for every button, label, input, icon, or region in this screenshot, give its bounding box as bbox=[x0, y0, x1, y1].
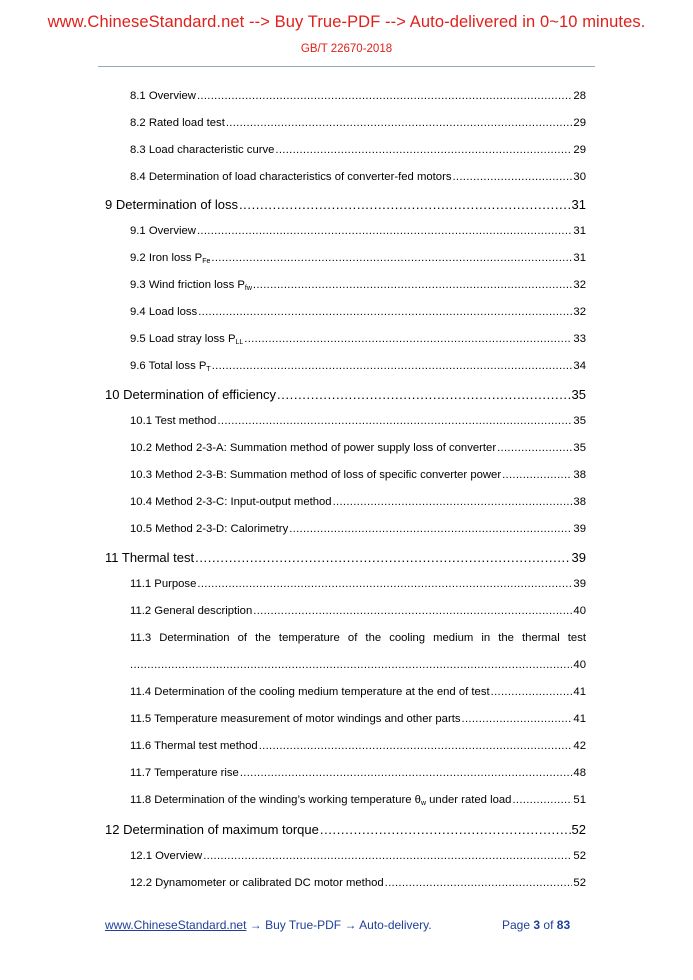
footer-url-link[interactable]: www.ChineseStandard.net bbox=[105, 918, 247, 932]
toc-entry-page: 30 bbox=[573, 171, 586, 183]
toc-entry-page: 31 bbox=[573, 252, 586, 264]
toc-entry-title: 10.2 Method 2-3-A: Summation method of power supply loss of converter bbox=[130, 442, 497, 454]
toc-entry[interactable] bbox=[130, 306, 586, 318]
arrow-right-icon: → bbox=[341, 918, 360, 932]
toc-entry-page: 40 bbox=[573, 605, 586, 617]
toc-entry-title: 8.4 Determination of load characteristics of converter-fed motors bbox=[130, 171, 452, 183]
toc-entry[interactable] bbox=[130, 415, 586, 427]
total-pages: 83 bbox=[556, 918, 571, 932]
toc-entry-page: 39 bbox=[571, 550, 586, 565]
toc-entry-title: 10 Determination of efficiency bbox=[105, 387, 277, 402]
toc-entry-page: 31 bbox=[573, 225, 586, 237]
footer-buy-text: Buy True-PDF bbox=[265, 918, 342, 932]
toc-entry[interactable] bbox=[130, 686, 586, 698]
toc-entry-title: 10.4 Method 2-3-C: Input-output method bbox=[130, 496, 332, 508]
toc-entry-title: 10.1 Test method bbox=[130, 415, 217, 427]
toc-entry-page: 48 bbox=[573, 767, 586, 779]
toc-entry-page: 52 bbox=[571, 822, 586, 837]
toc-entry-page: 34 bbox=[573, 360, 586, 372]
toc-entry-page: 41 bbox=[573, 686, 586, 698]
toc-entry-page: 52 bbox=[573, 877, 586, 889]
toc-entry[interactable] bbox=[130, 877, 586, 889]
toc-entry-page: 42 bbox=[573, 740, 586, 752]
toc-entry[interactable] bbox=[130, 713, 586, 725]
toc-entry-title: 10.5 Method 2-3-D: Calorimetry bbox=[130, 523, 289, 535]
toc-entry-page: 28 bbox=[573, 90, 586, 102]
toc-entry-page: 35 bbox=[573, 415, 586, 427]
toc-entry-page: 29 bbox=[573, 144, 586, 156]
toc-entry-title: 9 Determination of loss bbox=[105, 197, 238, 212]
toc-entry[interactable] bbox=[130, 117, 586, 129]
toc-entry-title: 9.3 Wind friction loss $P_{fw}$ bbox=[130, 279, 252, 292]
toc-entry[interactable] bbox=[130, 279, 586, 292]
toc-entry-page: 31 bbox=[571, 197, 586, 212]
toc-entry[interactable] bbox=[130, 442, 586, 454]
toc-entry-page: 32 bbox=[573, 279, 586, 291]
toc-chapter-entry[interactable] bbox=[105, 197, 586, 212]
toc-entry-title: 9.5 Load stray loss $P_{LL}$ bbox=[130, 333, 244, 346]
toc-entry[interactable] bbox=[130, 605, 586, 617]
toc-entry-title: 11 Thermal test bbox=[105, 550, 195, 565]
toc-entry-title: 11.8 Determination of the winding’s working temperature $\theta_w$ under rated load bbox=[130, 794, 512, 807]
toc-entry-title: 12 Determination of maximum torque bbox=[105, 822, 319, 837]
toc-entry[interactable] bbox=[130, 740, 586, 752]
toc-entry-page: 38 bbox=[573, 469, 586, 481]
toc-entry-page: 39 bbox=[573, 523, 586, 535]
toc-entry[interactable] bbox=[130, 252, 586, 265]
toc-entry-title: 8.1 Overview bbox=[130, 90, 196, 102]
toc-entry-title: 12.2 Dynamometer or calibrated DC motor method bbox=[130, 877, 384, 889]
toc-entry-title: 9.4 Load loss bbox=[130, 306, 198, 318]
toc-entry[interactable] bbox=[130, 659, 586, 671]
toc-entry-page: 33 bbox=[573, 333, 586, 345]
toc-entry-page: 29 bbox=[573, 117, 586, 129]
toc-entry-title: 11.7 Temperature rise bbox=[130, 767, 239, 779]
toc-entry[interactable] bbox=[130, 171, 586, 183]
toc-entry-title: 9.2 Iron loss $P_{Fe}$ bbox=[130, 252, 211, 265]
toc-entry-page: 52 bbox=[573, 850, 586, 862]
toc-entry-title: 8.3 Load characteristic curve bbox=[130, 144, 275, 156]
toc-entry[interactable] bbox=[130, 469, 586, 481]
toc-entry-title: 11.6 Thermal test method bbox=[130, 740, 258, 752]
page-counter: Page 3 of 83 bbox=[502, 918, 571, 932]
toc-entry[interactable] bbox=[130, 90, 586, 102]
toc-entry-title: 12.1 Overview bbox=[130, 850, 203, 862]
toc-entry-page: 35 bbox=[573, 442, 586, 454]
toc-entry-page: 41 bbox=[573, 713, 586, 725]
toc-entry[interactable] bbox=[130, 850, 586, 862]
toc-chapter-entry[interactable] bbox=[105, 822, 586, 837]
toc-entry-title: 11.5 Temperature measurement of motor windings and other parts bbox=[130, 713, 461, 725]
toc-entry-title: 9.6 Total loss $P_T$ bbox=[130, 360, 211, 373]
arrow-right-icon: → bbox=[246, 918, 266, 932]
toc-entry[interactable] bbox=[130, 578, 586, 590]
footer-promo bbox=[105, 918, 432, 932]
toc-entry-page: 38 bbox=[573, 496, 586, 508]
toc-entry-page: 40 bbox=[573, 659, 586, 671]
toc-entry-title: 10.3 Method 2-3-B: Summation method of loss of specific converter power bbox=[130, 469, 502, 481]
toc-chapter-entry[interactable] bbox=[105, 387, 586, 402]
toc-entry-page: 51 bbox=[573, 794, 586, 806]
toc-entry-title: 11.2 General description bbox=[130, 605, 253, 617]
toc-entry-page: 39 bbox=[573, 578, 586, 590]
toc-entry[interactable] bbox=[130, 333, 586, 346]
toc-entry-page: 35 bbox=[571, 387, 586, 402]
toc-entry-title[interactable]: 11.3 Determination of the temperature of the cooling medium in the thermal test bbox=[130, 632, 586, 644]
toc-entry-title: 11.1 Purpose bbox=[130, 578, 197, 590]
toc-entry[interactable] bbox=[130, 144, 586, 156]
toc-entry[interactable] bbox=[130, 360, 586, 373]
footer-delivery-text: Auto-delivery. bbox=[359, 918, 432, 932]
header-divider bbox=[98, 66, 595, 67]
toc-chapter-entry[interactable] bbox=[105, 550, 586, 565]
toc-entry[interactable] bbox=[130, 767, 586, 779]
toc-entry[interactable] bbox=[130, 225, 586, 237]
toc-entry-title: 9.1 Overview bbox=[130, 225, 196, 237]
promo-banner[interactable]: www.ChineseStandard.net --> Buy True-PDF --> Auto-delivered in 0~10 minutes. bbox=[47, 13, 646, 31]
toc-entry-page: 32 bbox=[573, 306, 586, 318]
toc-entry[interactable] bbox=[130, 496, 586, 508]
toc-entry-title: 8.2 Rated load test bbox=[130, 117, 225, 129]
toc-entry[interactable] bbox=[130, 794, 586, 807]
standard-code: GB/T 22670-2018 bbox=[300, 43, 393, 55]
current-page: 3 bbox=[533, 918, 541, 932]
toc-entry-title: 11.4 Determination of the cooling medium temperature at the end of test bbox=[130, 686, 490, 698]
toc-entry[interactable] bbox=[130, 523, 586, 535]
